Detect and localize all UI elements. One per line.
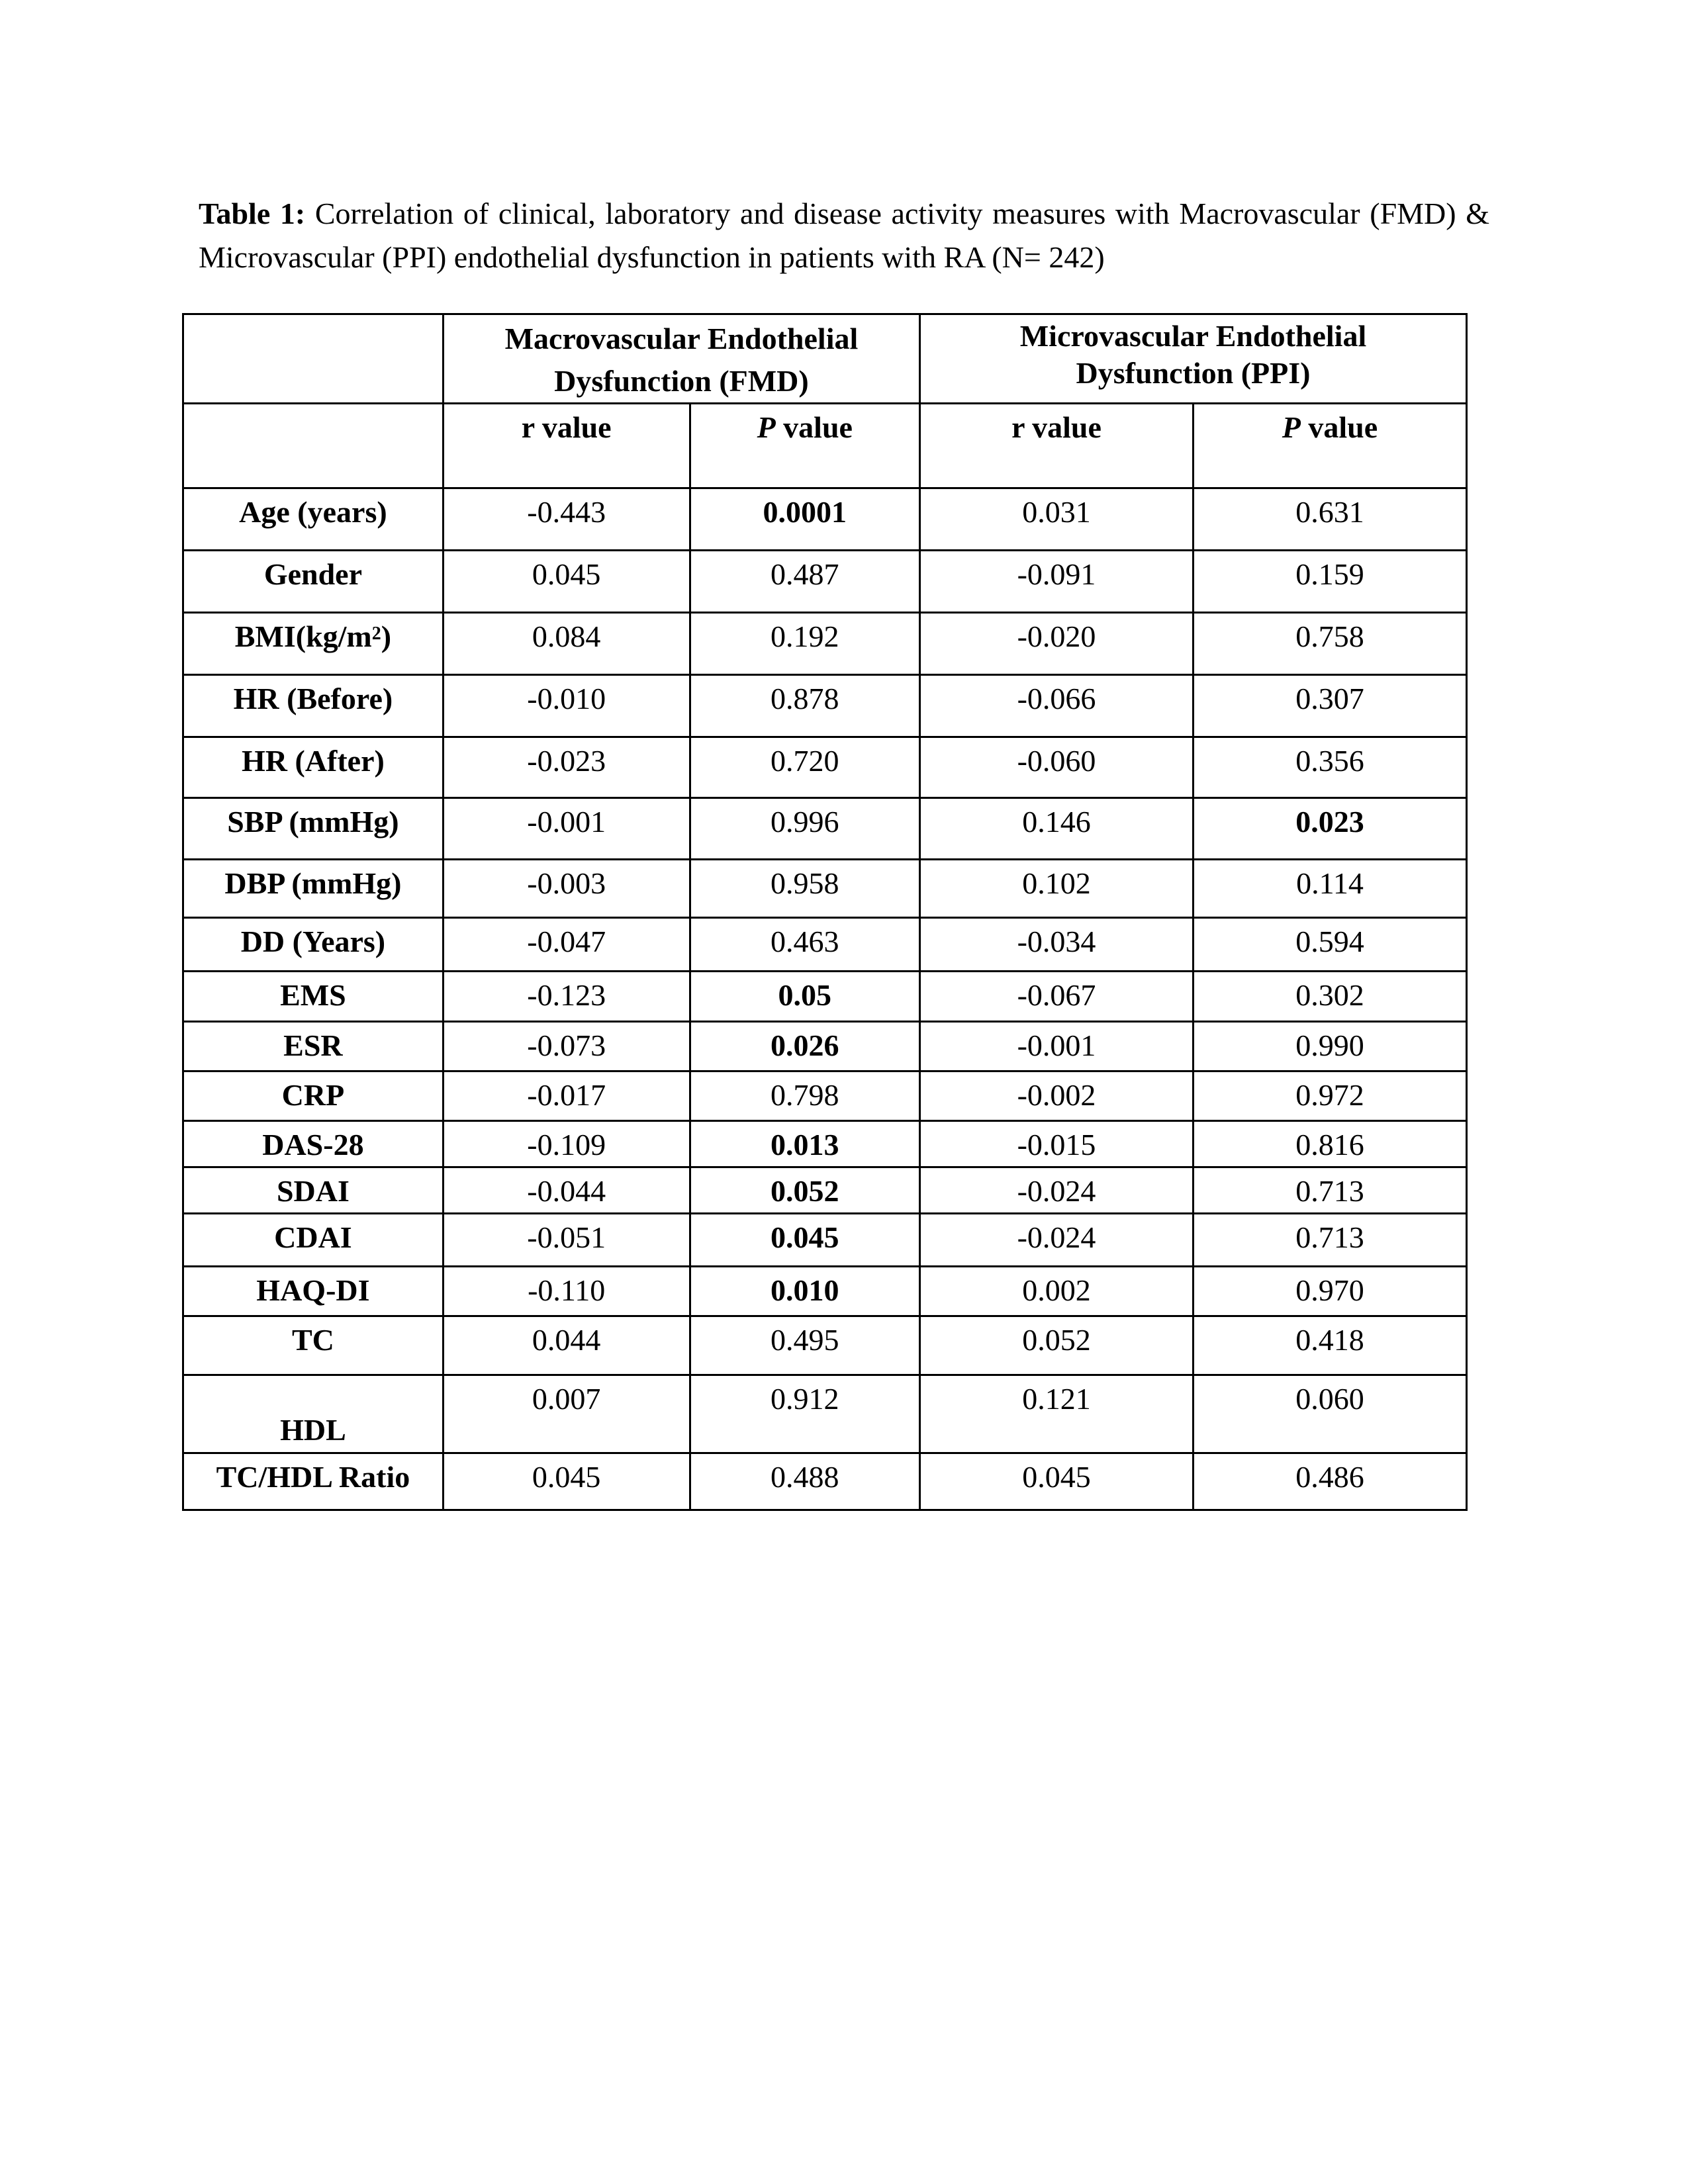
ppi-r-cell: 0.031	[920, 488, 1194, 551]
fmd-group-header: Macrovascular Endothelial Dysfunction (FMD)	[443, 314, 919, 404]
group-header-row	[183, 314, 1467, 404]
fmd-p-cell: 0.010	[690, 1267, 920, 1316]
ppi-r-cell: -0.091	[920, 551, 1194, 613]
ppi-r-cell: -0.024	[920, 1167, 1194, 1214]
fmd-p-cell: 0.488	[690, 1453, 920, 1510]
fmd-r-header: r value	[443, 404, 690, 488]
table-row	[183, 613, 1467, 675]
ppi-p-cell: 0.713	[1193, 1167, 1466, 1214]
table-row	[183, 1267, 1467, 1316]
fmd-p-cell: 0.192	[690, 613, 920, 675]
row-label: TC	[183, 1316, 444, 1375]
row-label: HDL	[183, 1375, 444, 1453]
fmd-p-cell: 0.912	[690, 1375, 920, 1453]
ppi-r-cell: -0.060	[920, 737, 1194, 798]
ppi-p-cell: 0.114	[1193, 860, 1466, 918]
p-rest: value	[1300, 410, 1378, 444]
fmd-r-cell: 0.007	[443, 1375, 690, 1453]
bmi-label: BMI(kg/m	[234, 619, 372, 653]
row-label: CDAI	[183, 1214, 444, 1267]
fmd-p-header	[690, 404, 920, 488]
fmd-p-cell: 0.463	[690, 918, 920, 972]
fmd-r-cell: -0.109	[443, 1121, 690, 1167]
fmd-r-cell: -0.017	[443, 1071, 690, 1121]
fmd-r-cell: 0.044	[443, 1316, 690, 1375]
ppi-p-cell: 0.594	[1193, 918, 1466, 972]
row-label: HR (Before)	[183, 675, 444, 737]
row-label: ESR	[183, 1022, 444, 1071]
fmd-r-cell: -0.443	[443, 488, 690, 551]
ppi-p-header	[1193, 404, 1466, 488]
ppi-p-cell: 0.972	[1193, 1071, 1466, 1121]
ppi-r-cell: -0.024	[920, 1214, 1194, 1267]
ppi-p-cell: 0.023	[1193, 798, 1466, 860]
ppi-p-cell: 0.307	[1193, 675, 1466, 737]
ppi-p-cell: 0.758	[1193, 613, 1466, 675]
ppi-r-header: r value	[920, 404, 1194, 488]
table-row	[183, 488, 1467, 551]
ppi-r-cell: -0.034	[920, 918, 1194, 972]
row-label: SBP (mmHg)	[183, 798, 444, 860]
table-row	[183, 1071, 1467, 1121]
table-caption	[199, 192, 1489, 279]
ppi-r-cell: 0.002	[920, 1267, 1194, 1316]
ppi-r-cell: 0.102	[920, 860, 1194, 918]
fmd-p-cell: 0.798	[690, 1071, 920, 1121]
fmd-r-cell: -0.023	[443, 737, 690, 798]
row-label: DAS-28	[183, 1121, 444, 1167]
table-row	[183, 737, 1467, 798]
ppi-r-cell: -0.067	[920, 972, 1194, 1022]
ppi-p-cell: 0.356	[1193, 737, 1466, 798]
bmi-superscript: 2	[371, 623, 381, 644]
table-row	[183, 860, 1467, 918]
fmd-p-cell: 0.996	[690, 798, 920, 860]
fmd-p-cell: 0.487	[690, 551, 920, 613]
fmd-p-cell: 0.013	[690, 1121, 920, 1167]
fmd-r-cell: -0.051	[443, 1214, 690, 1267]
fmd-r-cell: -0.123	[443, 972, 690, 1022]
ppi-p-cell: 0.060	[1193, 1375, 1466, 1453]
fmd-p-cell: 0.495	[690, 1316, 920, 1375]
ppi-r-cell: 0.121	[920, 1375, 1194, 1453]
ppi-r-cell: -0.066	[920, 675, 1194, 737]
correlation-table	[182, 313, 1468, 1511]
table-row	[183, 1375, 1467, 1453]
table-row	[183, 1121, 1467, 1167]
fmd-r-cell: -0.010	[443, 675, 690, 737]
row-label: CRP	[183, 1071, 444, 1121]
fmd-p-cell: 0.045	[690, 1214, 920, 1267]
caption-text: Correlation of clinical, laboratory and disease activity measures with Macrovascular (FMD) & Microvascular (PPI) endothelial dysfunction in patients with RA (N= 242)	[199, 197, 1489, 274]
fmd-p-cell: 0.720	[690, 737, 920, 798]
ppi-p-cell: 0.302	[1193, 972, 1466, 1022]
p-italic: P	[1282, 410, 1301, 444]
fmd-p-cell: 0.026	[690, 1022, 920, 1071]
empty-label-header	[183, 404, 444, 488]
fmd-p-cell: 0.05	[690, 972, 920, 1022]
ppi-r-cell: 0.146	[920, 798, 1194, 860]
row-label: Age (years)	[183, 488, 444, 551]
fmd-p-cell: 0.958	[690, 860, 920, 918]
table-row	[183, 798, 1467, 860]
ppi-r-cell: -0.002	[920, 1071, 1194, 1121]
fmd-r-cell: -0.073	[443, 1022, 690, 1071]
ppi-r-cell: 0.052	[920, 1316, 1194, 1375]
ppi-r-cell: 0.045	[920, 1453, 1194, 1510]
ppi-r-cell: -0.020	[920, 613, 1194, 675]
ppi-p-cell: 0.713	[1193, 1214, 1466, 1267]
empty-corner-cell	[183, 314, 444, 404]
p-italic: P	[757, 410, 776, 444]
row-label: DBP (mmHg)	[183, 860, 444, 918]
fmd-r-cell: -0.003	[443, 860, 690, 918]
fmd-r-cell: 0.045	[443, 551, 690, 613]
table-row	[183, 1022, 1467, 1071]
ppi-r-cell: -0.001	[920, 1022, 1194, 1071]
fmd-p-cell: 0.0001	[690, 488, 920, 551]
row-label: DD (Years)	[183, 918, 444, 972]
row-label	[183, 613, 444, 675]
ppi-p-cell: 0.631	[1193, 488, 1466, 551]
table-row	[183, 1214, 1467, 1267]
row-label: HAQ-DI	[183, 1267, 444, 1316]
fmd-p-cell: 0.878	[690, 675, 920, 737]
fmd-r-cell: -0.044	[443, 1167, 690, 1214]
row-label: SDAI	[183, 1167, 444, 1214]
fmd-p-cell: 0.052	[690, 1167, 920, 1214]
table-row	[183, 1167, 1467, 1214]
table-row	[183, 918, 1467, 972]
row-label: HR (After)	[183, 737, 444, 798]
table-row	[183, 1316, 1467, 1375]
table-row	[183, 675, 1467, 737]
fmd-r-cell: -0.047	[443, 918, 690, 972]
p-rest: value	[775, 410, 853, 444]
table-row	[183, 1453, 1467, 1510]
ppi-p-cell: 0.816	[1193, 1121, 1466, 1167]
row-label: Gender	[183, 551, 444, 613]
row-label: TC/HDL Ratio	[183, 1453, 444, 1510]
ppi-p-cell: 0.990	[1193, 1022, 1466, 1071]
fmd-r-cell: 0.084	[443, 613, 690, 675]
ppi-p-cell: 0.486	[1193, 1453, 1466, 1510]
table-row	[183, 551, 1467, 613]
fmd-r-cell: 0.045	[443, 1453, 690, 1510]
ppi-group-header: Microvascular Endothelial Dysfunction (PPI)	[920, 314, 1467, 404]
table-row	[183, 972, 1467, 1022]
row-label: EMS	[183, 972, 444, 1022]
bmi-label-tail: )	[381, 619, 392, 653]
fmd-r-cell: -0.110	[443, 1267, 690, 1316]
ppi-p-cell: 0.159	[1193, 551, 1466, 613]
fmd-r-cell: -0.001	[443, 798, 690, 860]
ppi-p-cell: 0.418	[1193, 1316, 1466, 1375]
ppi-r-cell: -0.015	[920, 1121, 1194, 1167]
caption-label: Table 1:	[199, 197, 306, 230]
ppi-p-cell: 0.970	[1193, 1267, 1466, 1316]
sub-header-row	[183, 404, 1467, 488]
